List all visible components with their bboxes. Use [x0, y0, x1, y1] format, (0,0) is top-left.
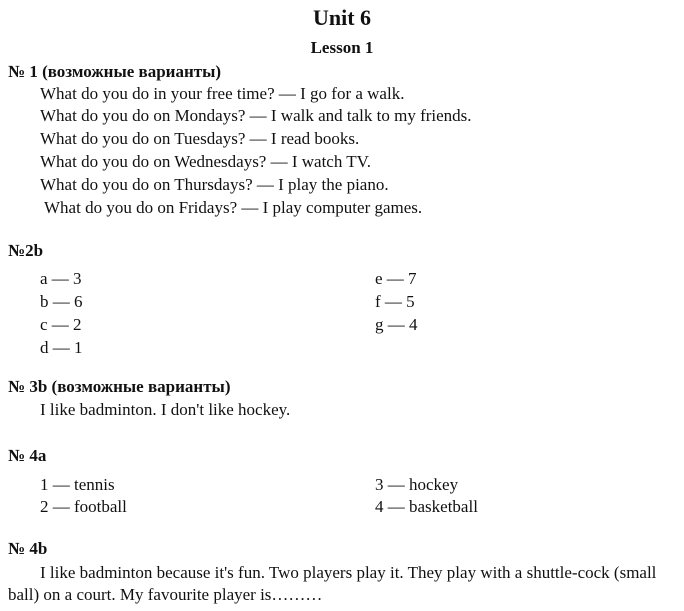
exercise-1-heading: № 1 (возможные варианты)	[8, 62, 222, 81]
exercise-3b-text: I like badminton. I don't like hockey.	[40, 400, 291, 419]
exercise-1-line: What do you do on Tuesdays? — I read books.	[40, 129, 360, 148]
answer-item: b — 6	[40, 292, 83, 311]
answer-item: g — 4	[375, 315, 418, 334]
exercise-4b-text: I like badminton because it's fun. Two players play it. They play with a shuttle-cock (small ball) on a court. My favourite player is………	[8, 563, 657, 604]
exercise-4b-heading: № 4b	[8, 539, 48, 558]
exercise-3b-heading: № 3b (возможные варианты)	[8, 377, 231, 396]
unit-title: Unit 6	[312, 5, 372, 30]
exercise-1-line: What do you do on Thursdays? — I play the piano.	[40, 175, 389, 194]
exercise-1-line: What do you do on Mondays? — I walk and talk to my friends.	[40, 106, 472, 125]
lesson-title: Lesson 1	[310, 38, 374, 57]
exercise-4a-heading: № 4a	[8, 446, 47, 465]
exercise-1-line: What do you do on Fridays? — I play computer games.	[44, 198, 423, 217]
exercise-1-line: What do you do on Wednesdays? — I watch TV.	[40, 152, 372, 171]
answer-item: e — 7	[375, 269, 417, 288]
answer-item: 2 — football	[40, 497, 127, 516]
answer-item: f — 5	[375, 292, 415, 311]
answer-item: d — 1	[40, 338, 83, 357]
answer-item: 3 — hockey	[375, 475, 459, 494]
answer-item: c — 2	[40, 315, 82, 334]
answer-item: 4 — basketball	[375, 497, 478, 516]
exercise-1-line: What do you do in your free time? — I go for a walk.	[40, 84, 405, 103]
answer-item: 1 — tennis	[40, 475, 115, 494]
answer-item: a — 3	[40, 269, 82, 288]
exercise-2b-heading: №2b	[8, 241, 44, 260]
